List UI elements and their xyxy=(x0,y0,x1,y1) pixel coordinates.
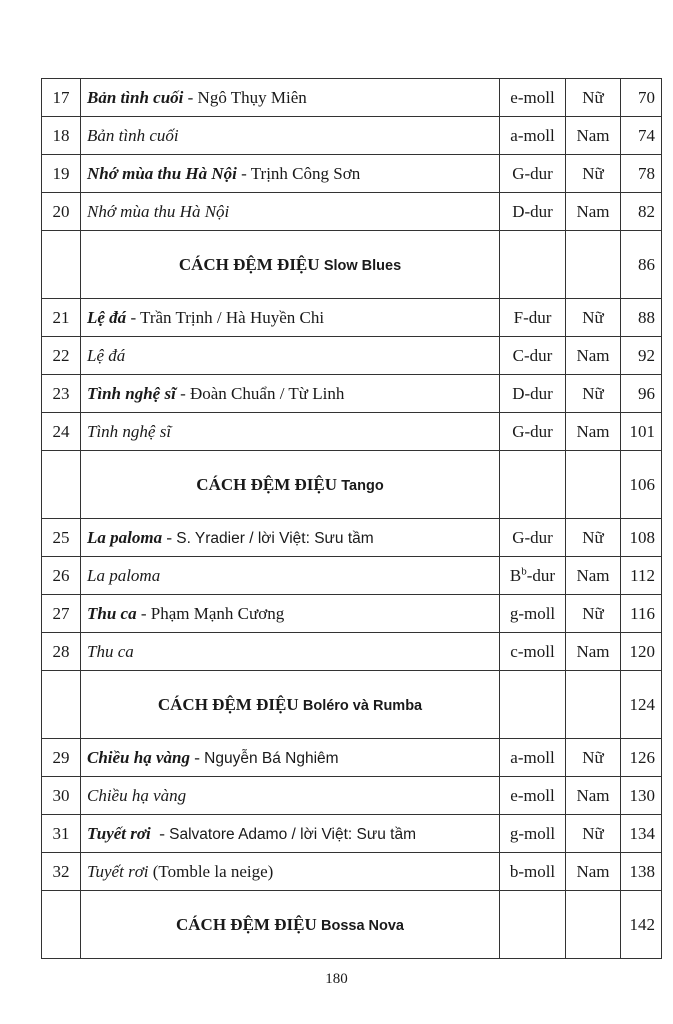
song-row xyxy=(42,595,662,633)
song-voice: Nữ xyxy=(566,79,621,117)
title-separator: - xyxy=(136,603,151,623)
song-voice: Nam xyxy=(566,413,621,451)
title-separator: - xyxy=(175,383,190,403)
title-separator: - xyxy=(126,307,141,327)
key-flat-sign: b xyxy=(521,564,527,577)
section-page: 142 xyxy=(621,891,662,959)
song-title: Thu ca xyxy=(87,603,137,623)
song-title: Bản tình cuối xyxy=(87,87,184,107)
song-page: 108 xyxy=(621,519,662,557)
song-page: 112 xyxy=(621,557,662,595)
song-author: Salvatore Adamo / lời Việt: Sưu tầm xyxy=(169,825,416,843)
song-voice: Nam xyxy=(566,337,621,375)
song-title: Tuyết rơi xyxy=(87,861,149,881)
song-title-cell xyxy=(81,815,500,853)
song-key: C-dur xyxy=(500,337,566,375)
song-key: D-dur xyxy=(500,193,566,231)
song-key: F-dur xyxy=(500,299,566,337)
song-page: 82 xyxy=(621,193,662,231)
song-title: Chiều hạ vàng xyxy=(87,785,187,805)
section-key-empty xyxy=(500,671,566,739)
section-style-name: Bossa Nova xyxy=(320,917,404,934)
song-title: La paloma xyxy=(87,527,163,547)
song-title-cell xyxy=(81,633,500,671)
song-row xyxy=(42,299,662,337)
title-separator: - xyxy=(162,527,177,547)
song-page: 120 xyxy=(621,633,662,671)
song-title: La paloma xyxy=(87,565,161,585)
song-page: 88 xyxy=(621,299,662,337)
section-row xyxy=(42,451,662,519)
song-title: Lệ đá xyxy=(87,345,126,365)
song-key: D-dur xyxy=(500,375,566,413)
section-voice-empty xyxy=(566,671,621,739)
song-page: 96 xyxy=(621,375,662,413)
section-number-empty xyxy=(42,231,81,299)
song-row xyxy=(42,155,662,193)
song-key: G-dur xyxy=(500,155,566,193)
song-voice: Nam xyxy=(566,777,621,815)
song-voice: Nam xyxy=(566,853,621,891)
song-page: 138 xyxy=(621,853,662,891)
song-row xyxy=(42,337,662,375)
song-title-cell xyxy=(81,79,500,117)
song-row xyxy=(42,117,662,155)
page-number: 180 xyxy=(325,971,348,987)
toc-body xyxy=(42,79,662,959)
song-row xyxy=(42,193,662,231)
song-row xyxy=(42,815,662,853)
song-title-cell xyxy=(81,777,500,815)
song-row xyxy=(42,375,662,413)
song-title: Bản tình cuối xyxy=(87,125,179,145)
song-number: 27 xyxy=(42,595,81,633)
song-key: a-moll xyxy=(500,739,566,777)
song-number: 26 xyxy=(42,557,81,595)
song-row xyxy=(42,79,662,117)
song-row xyxy=(42,633,662,671)
song-row xyxy=(42,777,662,815)
song-voice: Nữ xyxy=(566,519,621,557)
song-page: 74 xyxy=(621,117,662,155)
song-voice: Nữ xyxy=(566,815,621,853)
song-voice: Nữ xyxy=(566,375,621,413)
song-number: 18 xyxy=(42,117,81,155)
section-prefix: CÁCH ĐỆM ĐIỆU xyxy=(157,694,303,714)
section-key-empty xyxy=(500,891,566,959)
title-separator: - xyxy=(189,747,205,767)
song-title-cell xyxy=(81,193,500,231)
section-title xyxy=(81,671,500,739)
song-page: 116 xyxy=(621,595,662,633)
section-number-empty xyxy=(42,671,81,739)
song-author: (Tomble la neige) xyxy=(152,861,274,881)
section-title xyxy=(81,451,500,519)
song-voice: Nam xyxy=(566,117,621,155)
song-number: 21 xyxy=(42,299,81,337)
song-author: Trịnh Công Sơn xyxy=(250,163,361,183)
song-title-cell xyxy=(81,557,500,595)
song-key: G-dur xyxy=(500,519,566,557)
section-style-name: Tango xyxy=(341,477,384,494)
song-key: c-moll xyxy=(500,633,566,671)
song-key: a-moll xyxy=(500,117,566,155)
song-number: 23 xyxy=(42,375,81,413)
song-number: 19 xyxy=(42,155,81,193)
song-title-cell xyxy=(81,739,500,777)
section-voice-empty xyxy=(566,451,621,519)
song-number: 24 xyxy=(42,413,81,451)
song-number: 28 xyxy=(42,633,81,671)
song-page: 130 xyxy=(621,777,662,815)
song-title-cell xyxy=(81,117,500,155)
song-voice: Nam xyxy=(566,557,621,595)
song-title-cell xyxy=(81,155,500,193)
song-key: e-moll xyxy=(500,79,566,117)
song-page: 70 xyxy=(621,79,662,117)
title-separator: - xyxy=(150,823,170,843)
song-author: Trần Trịnh / Hà Huyền Chi xyxy=(140,307,325,327)
song-title-cell xyxy=(81,375,500,413)
song-author: S. Yradier / lời Việt: Sưu tầm xyxy=(176,529,374,547)
section-title xyxy=(81,891,500,959)
song-number: 20 xyxy=(42,193,81,231)
song-title-cell xyxy=(81,337,500,375)
song-author: Đoàn Chuẩn / Từ Linh xyxy=(189,383,345,403)
song-voice: Nữ xyxy=(566,739,621,777)
song-number: 22 xyxy=(42,337,81,375)
section-number-empty xyxy=(42,891,81,959)
song-page: 126 xyxy=(621,739,662,777)
song-number: 25 xyxy=(42,519,81,557)
song-key xyxy=(500,557,566,595)
title-separator: - xyxy=(236,163,251,183)
song-title-cell xyxy=(81,299,500,337)
song-number: 17 xyxy=(42,79,81,117)
section-key-empty xyxy=(500,231,566,299)
song-row xyxy=(42,557,662,595)
song-key: b-moll xyxy=(500,853,566,891)
song-page: 134 xyxy=(621,815,662,853)
section-prefix: CÁCH ĐỆM ĐIỆU xyxy=(176,914,321,934)
song-title: Thu ca xyxy=(87,641,134,661)
song-voice: Nữ xyxy=(566,595,621,633)
song-row xyxy=(42,739,662,777)
section-prefix: CÁCH ĐỆM ĐIỆU xyxy=(178,254,324,274)
section-key-empty xyxy=(500,451,566,519)
section-row xyxy=(42,231,662,299)
title-separator: - xyxy=(183,87,198,107)
song-key: e-moll xyxy=(500,777,566,815)
key-note: B xyxy=(509,565,522,585)
section-style-name: Slow Blues xyxy=(323,257,402,274)
song-number: 29 xyxy=(42,739,81,777)
song-number: 32 xyxy=(42,853,81,891)
section-prefix: CÁCH ĐỆM ĐIỆU xyxy=(196,474,342,494)
song-voice: Nữ xyxy=(566,155,621,193)
song-voice: Nam xyxy=(566,633,621,671)
song-title: Tuyết rơi xyxy=(87,823,151,843)
song-voice: Nữ xyxy=(566,299,621,337)
song-title: Lệ đá xyxy=(87,307,127,327)
song-title-cell xyxy=(81,519,500,557)
song-key: g-moll xyxy=(500,815,566,853)
song-title: Tình nghệ sĩ xyxy=(87,383,176,403)
song-title: Chiều hạ vàng xyxy=(87,747,190,767)
song-title-cell xyxy=(81,595,500,633)
section-voice-empty xyxy=(566,891,621,959)
song-title-cell xyxy=(81,853,500,891)
song-author: Nguyễn Bá Nghiêm xyxy=(204,749,339,767)
section-number-empty xyxy=(42,451,81,519)
section-page: 124 xyxy=(621,671,662,739)
song-key: G-dur xyxy=(500,413,566,451)
section-row xyxy=(42,891,662,959)
section-voice-empty xyxy=(566,231,621,299)
song-row xyxy=(42,413,662,451)
key-mode: -dur xyxy=(526,565,556,585)
song-voice: Nam xyxy=(566,193,621,231)
song-number: 30 xyxy=(42,777,81,815)
section-row xyxy=(42,671,662,739)
song-title: Nhớ mùa thu Hà Nội xyxy=(87,201,230,221)
song-title: Nhớ mùa thu Hà Nội xyxy=(87,163,237,183)
song-row xyxy=(42,519,662,557)
section-page: 86 xyxy=(621,231,662,299)
song-page: 78 xyxy=(621,155,662,193)
section-style-name: Boléro và Rumba xyxy=(302,697,423,714)
section-page: 106 xyxy=(621,451,662,519)
song-page: 101 xyxy=(621,413,662,451)
song-row xyxy=(42,853,662,891)
song-key: g-moll xyxy=(500,595,566,633)
song-author: Phạm Mạnh Cương xyxy=(150,603,285,623)
song-number: 31 xyxy=(42,815,81,853)
song-page: 92 xyxy=(621,337,662,375)
song-title-cell xyxy=(81,413,500,451)
table-of-contents xyxy=(41,78,662,959)
section-title xyxy=(81,231,500,299)
song-author: Ngô Thụy Miên xyxy=(197,87,307,107)
song-title: Tình nghệ sĩ xyxy=(87,421,172,441)
